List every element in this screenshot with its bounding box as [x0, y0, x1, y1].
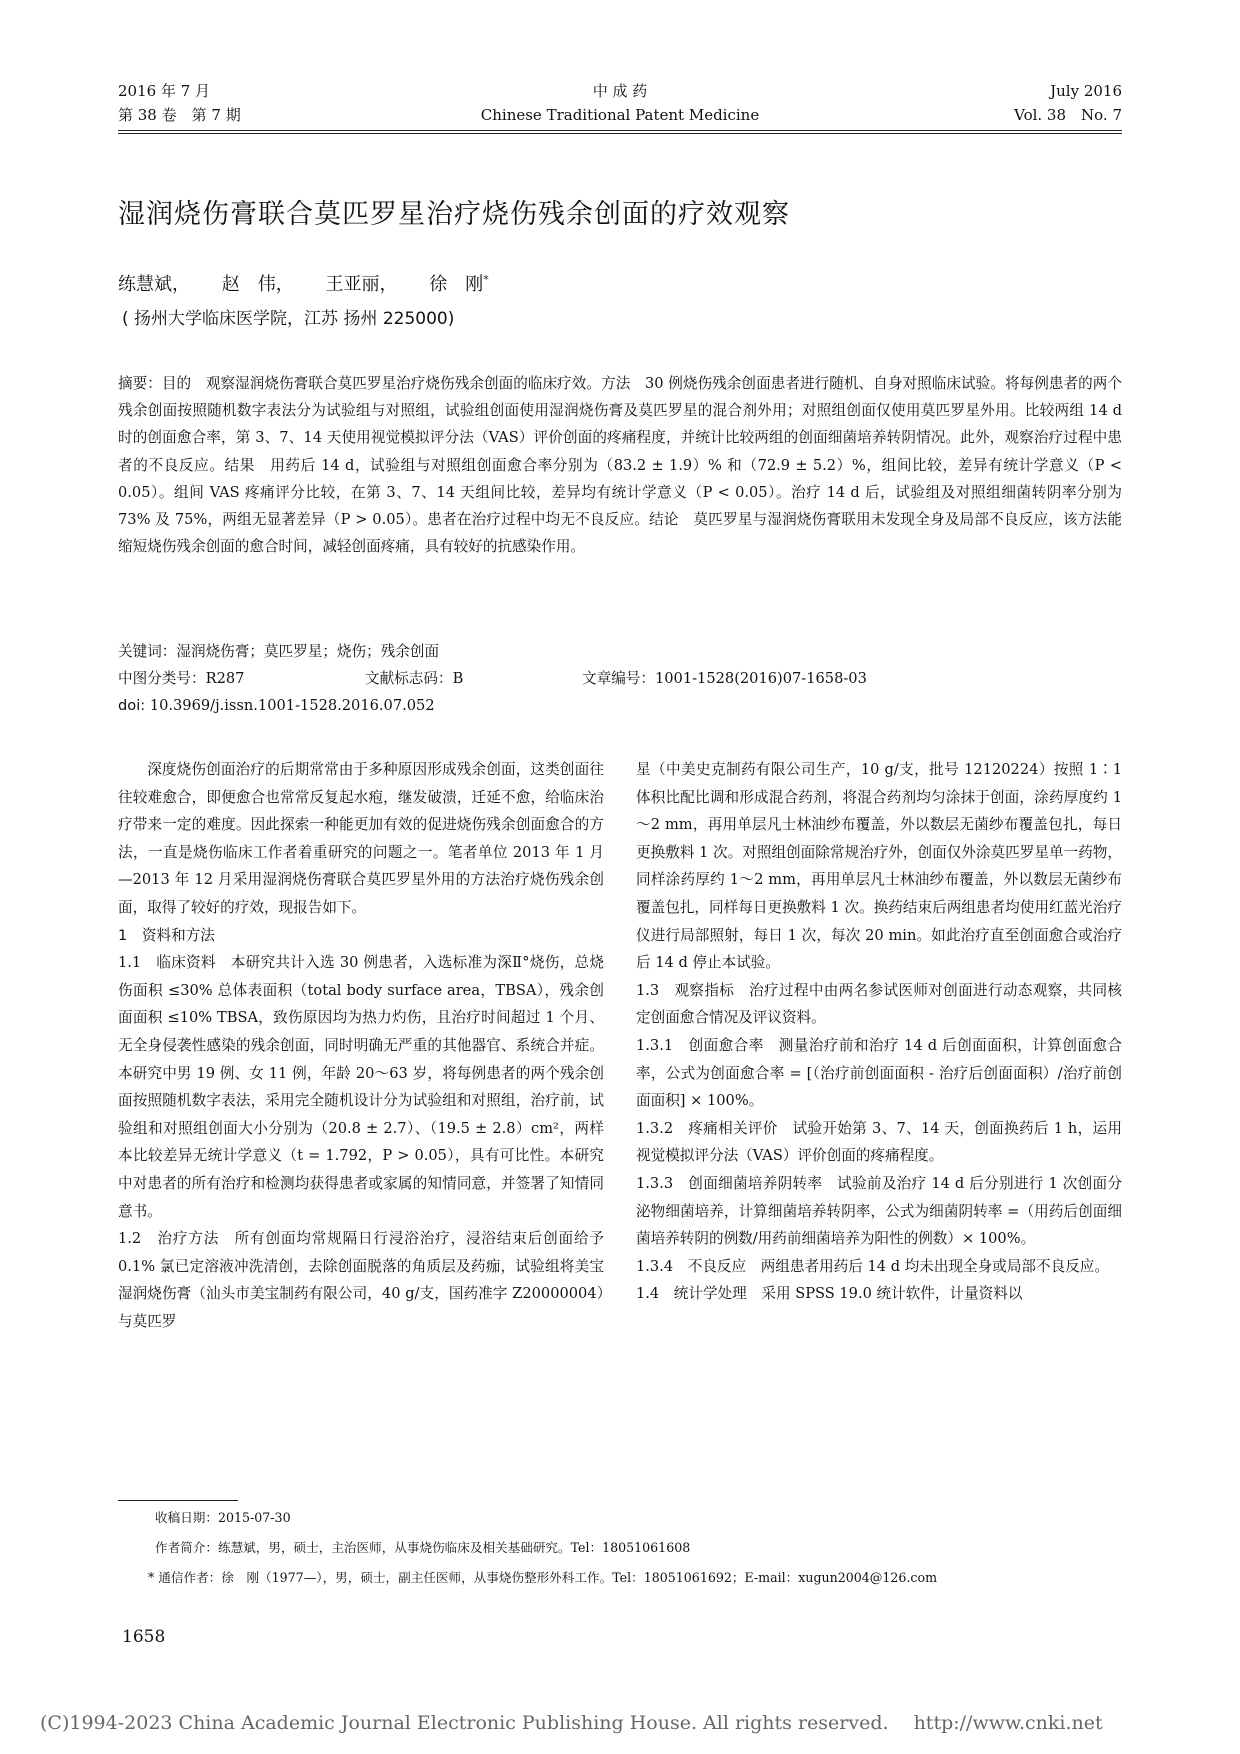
paragraph: 1.3 观察指标 治疗过程中由两名参试医师对创面进行动态观察，共同核定创面愈合情况及评议资料。 — [636, 981, 1122, 1027]
author-1: 练慧斌， — [118, 274, 190, 295]
footnote-author-intro: 作者简介：练慧斌，男，硕士，主治医师，从事烧伤临床及相关基础研究。Tel：18051061608 — [155, 1540, 691, 1555]
keywords-text: 湿润烧伤膏；莫匹罗星；烧伤；残余创面 — [176, 643, 440, 660]
paragraph: 1.1 临床资料 本研究共计入选 30 例患者，入选标准为深Ⅱ°烧伤，总烧伤面积 ≤30% 总体表面积（total body surface area，TBSA），残余创面面积 ≤10% TBSA，致伤原因均为热力灼伤，且治疗时间超过 1 个月、无全身侵袭性感染的残余创面，同时明确无严重的其他器官、系统合并症。本研究中男 19 例、女 11 例，年龄 20～63 岁，将每例患者的两个残余创面按照随机数字表法，采用完全随机设计分为试验组和对照组，治疗前，试验组和对照组创面大小分别为（20.8 ± 2.7）、（19.5 ± 2.8）cm²，两样本比较差异无统计学意义（t = 1.792，P > 0.05），具有可比性。本研究中对患者的所有治疗和检测均获得患者或家属的知情同意，并签署了知情同意书。 — [118, 954, 604, 1220]
classification-number: 中图分类号：R287 — [118, 670, 245, 687]
paragraph: 1.3.2 疼痛相关评价 试验开始第 3、7、14 天，创面换药后 1 h，运用视觉模拟评分法（VAS）评价创面的疼痛程度。 — [636, 1119, 1122, 1165]
doi: doi: 10.3969/j.issn.1001-1528.2016.07.052 — [118, 697, 435, 714]
footnote-corresponding: * 通信作者：徐 刚（1977—），男，硕士，副主任医师，从事烧伤整形外科工作。Tel：18051061692；E-mail：xugun2004@126.com — [148, 1570, 938, 1585]
affiliation: ( 扬州大学临床医学院，江苏 扬州 225000) — [122, 309, 455, 329]
document-code: 文献标志码：B — [365, 670, 464, 687]
author-3: 王亚丽， — [325, 274, 398, 295]
footnote-received: 收稿日期：2015-07-30 — [155, 1510, 291, 1525]
header-journal-en: Chinese Traditional Patent Medicine — [480, 106, 760, 124]
copyright-notice: (C)1994-2023 China Academic Journal Electronic Publishing House. All rights reserved. http://www.cnki.net — [40, 1712, 1103, 1734]
header-rule — [118, 130, 1122, 131]
keywords-label: 关键词： — [118, 643, 177, 660]
header-journal-cn: 中 成 药 — [592, 82, 648, 100]
body-right-column — [636, 756, 1122, 1308]
article-title: 湿润烧伤膏联合莫匹罗星治疗烧伤残余创面的疗效观察 — [118, 199, 790, 230]
article-number: 文章编号：1001-1528(2016)07-1658-03 — [582, 670, 867, 687]
paragraph: 1.3.4 不良反应 两组患者用药后 14 d 均未出现全身或局部不良反应。 — [636, 1257, 1109, 1275]
page-number: 1658 — [122, 1627, 166, 1647]
keywords — [118, 638, 439, 665]
paragraph: 1.3.1 创面愈合率 测量治疗前和治疗 14 d 后创面面积，计算创面愈合率，公式为创面愈合率 = [（治疗前创面面积 - 治疗后创面面积）/治疗前创面面积] × 100%。 — [636, 1036, 1122, 1110]
paragraph: 1.4 统计学处理 采用 SPSS 19.0 统计软件，计量资料以 — [636, 1285, 1023, 1303]
section-heading: 1 资料和方法 — [118, 926, 215, 944]
header-date-cn: 2016 年 7 月 — [118, 82, 211, 100]
abstract-text: 目的 观察湿润烧伤膏联合莫匹罗星治疗烧伤残余创面的临床疗效。方法 30 例烧伤残余创面患者进行随机、自身对照临床试验。将每例患者的两个残余创面按照随机数字表法分为试验组与对照组，试验组创面使用湿润烧伤膏及莫匹罗星的混合剂外用；对照组创面仅使用莫匹罗星外用。比较两组 14 d 时的创面愈合率，第 3、7、14 天使用视觉模拟评分法（VAS）评价创面的疼痛程度，并统计比较两组的创面细菌培养转阴情况。此外，观察治疗过程中患者的不良反应。结果 用药后 14 d，试验组与对照组创面愈合率分别为（83.2 ± 1.9）% 和（72.9 ± 5.2）%，组间比较，差异有统计学意义（P < 0.05）。组间 VAS 疼痛评分比较，在第 3、7、14 天组间比较，差异均有统计学意义（P < 0.05）。治疗 14 d 后，试验组及对照组细菌转阴率分别为 73% 及 75%，两组无显著差异（P > 0.05）。患者在治疗过程中均无不良反应。结论 莫匹罗星与湿润烧伤膏联用未发现全身及局部不良反应，该方法能缩短烧伤残余创面的愈合时间，减轻创面疼痛，具有较好的抗感染作用。 — [118, 375, 1122, 556]
abstract — [118, 370, 1122, 560]
header-date-en: July 2016 — [1050, 82, 1122, 100]
paragraph: 星（中美史克制药有限公司生产，10 g/支，批号 12120224）按照 1∶1 体积比配比调和形成混合药剂，将混合药剂均匀涂抹于创面，涂药厚度约 1～2 mm，再用单层凡士林油纱布覆盖，外以数层无菌纱布覆盖包扎，每日更换敷料 1 次。对照组创面除常规治疗外，创面仅外涂莫匹罗星单一药物，同样涂药厚约 1～2 mm，再用单层凡士林油纱布覆盖，外以数层无菌纱布覆盖包扎，同样每日更换敷料 1 次。换药结束后两组患者均使用红蓝光治疗仪进行局部照射，每日 1 次，每次 20 min。如此治疗直至创面愈合或治疗后 14 d 停止本试验。 — [636, 761, 1122, 972]
paragraph: 深度烧伤创面治疗的后期常常由于多种原因形成残余创面，这类创面往往较难愈合，即便愈合也常常反复起水疱，继发破溃，迁延不愈，给临床治疗带来一定的难度。因此探索一种能更加有效的促进烧伤残余创面愈合的方法，一直是烧伤临床工作者着重研究的问题之一。笔者单位 2013 年 1 月—2013 年 12 月采用湿润烧伤膏联合莫匹罗星外用的方法治疗烧伤残余创面，取得了较好的疗效，现报告如下。 — [118, 761, 604, 916]
author-4: 徐 刚* — [429, 273, 489, 295]
author-list — [118, 270, 515, 296]
corresponding-mark: * — [483, 273, 489, 286]
paragraph: 1.2 治疗方法 所有创面均常规隔日行浸浴治疗，浸浴结束后创面给予 0.1% 氯已定溶液冲洗清创，去除创面脱落的角质层及药痂，试验组将美宝湿润烧伤膏（汕头市美宝制药有限公司，40 g/支，国药准字 Z20000004）与莫匹罗 — [118, 1230, 604, 1330]
footnote-rule — [118, 1500, 238, 1501]
header-rule-2 — [118, 133, 1122, 134]
abstract-label: 摘要： — [118, 375, 162, 392]
header-volume-cn: 第 38 卷 第 7 期 — [118, 106, 241, 124]
paragraph: 1.3.3 创面细菌培养阴转率 试验前及治疗 14 d 后分别进行 1 次创面分泌物细菌培养，计算细菌培养转阴率，公式为细菌阴转率 =（用药后创面细菌培养转阴的例数/用药前细菌培养为阳性的例数）× 100%。 — [636, 1174, 1122, 1248]
author-2: 赵 伟， — [221, 274, 294, 295]
header-volume-en: Vol. 38 No. 7 — [1014, 106, 1122, 124]
body-left-column — [118, 756, 604, 1335]
